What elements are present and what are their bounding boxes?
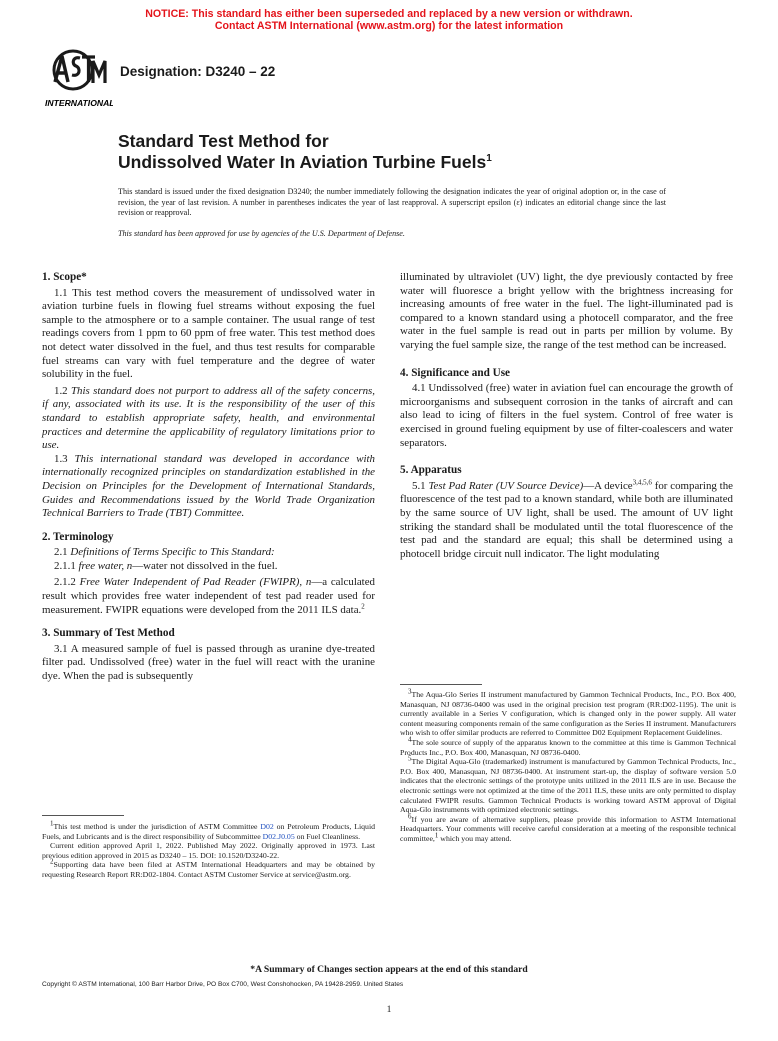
page-number: 1 bbox=[386, 1004, 392, 1015]
footnote-3-text: The Aqua-Glo Series II instrument manufactured by Gammon Technical Products, Inc., P.O. Box 400, Manasquan, NJ 08736-0400 was used in the original precision test program (RR:D02-1195). The unit is currently available in a Series V configuration, which is changed only in the power supply. All water content measuring components remain of the same configuration as the Series II instrument. Manufacturers who wish to offer similar products are referred to Committee D02 Equipment Replacement Guidelines. bbox=[400, 690, 736, 738]
copyright-line: Copyright © ASTM International, 100 Barr Harbor Drive, PO Box C700, West Conshohocken, PA 19428-2959. United States bbox=[42, 981, 404, 988]
footnote-5 bbox=[400, 754, 736, 815]
section-3-heading: 3. Summary of Test Method bbox=[42, 627, 175, 640]
notice-line-1: NOTICE: This standard has either been superseded and replaced by a new version or withdrawn. bbox=[145, 8, 633, 20]
footnotes-left bbox=[42, 819, 376, 880]
right-column bbox=[400, 271, 733, 561]
section-2-1 bbox=[42, 546, 375, 560]
section-4-1: 4.1 Undissolved (free) water in aviation fuel can encourage the growth of microorganisms and subsequent corrosion in the tanks of aircraft and can also lead to icing of filters in the fuel system. Control of free water is exercised in ground fueling equipment by use of filter-coalescers and water separators. bbox=[400, 382, 733, 449]
notice-line-2: Contact ASTM International (www.astm.org) for the latest information bbox=[214, 20, 564, 32]
footnote-5-text: The Digital Aqua-Glo (trademarked) instrument is manufactured by Gammon Technical Products, Inc., P.O. Box 400, Manasquan, NJ 08736-0400. At instrument start-up, the display of software version 5.0 indicates that the electronic settings of the prototype units utilized in the 2011 ILS are in use. Because the electronic settings were not optimized at the time of the 2011 ILS, these units are only permitted to display calculated FWIPR results. Gammon Technical Products is working toward ASTM approval of Digital Aqua-Glo instruments with optimized electronic settings. bbox=[400, 757, 736, 815]
footnote-1-current-edition: Current edition approved April 1, 2022. Published May 2022. Originally approved in 1973. Last previous edition approved in 2015 as D3240 – 15. DOI: 10.1520/D3240-22. bbox=[42, 841, 375, 860]
section-1-3-number: 1.3 bbox=[54, 452, 68, 465]
approval-statement: This standard has been approved for use by agencies of the U.S. Department of Defense. bbox=[118, 228, 405, 238]
section-2-1-text: Definitions of Terms Specific to This Standard: bbox=[70, 546, 275, 559]
footnote-6 bbox=[400, 812, 736, 844]
footnote-rule-right bbox=[400, 684, 482, 685]
section-4-heading: 4. Significance and Use bbox=[400, 366, 511, 379]
section-1-3-text: This international standard was developed in accordance with internationally recognized principles on standardization established in the Decision on Principles for the Development of International Standards, Guides and Recommendations issued by the World Trade Organization Technical Barriers to Trade (TBT) Committee. bbox=[42, 452, 375, 520]
astm-logo bbox=[43, 46, 113, 110]
section-1-2-number: 1.2 bbox=[54, 384, 68, 397]
footnote-4-text: The sole source of supply of the apparatus known to the committee at this time is Gammon Technical Products Inc., P.O. Box 400, Manasquan, NJ 08736-0400. bbox=[400, 737, 736, 757]
withdrawal-notice bbox=[0, 8, 778, 32]
footnote-1-text-b: on Petroleum Products, Liquid Fuels, and Lubricants and is the direct responsibility of Subcommittee bbox=[42, 822, 376, 841]
section-1-3 bbox=[42, 453, 375, 521]
document-title bbox=[118, 131, 492, 173]
designation: Designation: D3240 – 22 bbox=[120, 64, 276, 79]
footnotes-right bbox=[400, 687, 736, 844]
section-1-2 bbox=[42, 385, 375, 453]
title-line-2 bbox=[118, 152, 492, 173]
footnote-1-text-c: on Fuel Cleanliness. bbox=[294, 831, 361, 841]
footnote-ref-2: 2 bbox=[361, 602, 365, 611]
section-2-1-2-text: —a calculated result which provides free water independent of test pad reader used for measurement. FWIPR equations were developed from the 2011 ILS data. bbox=[42, 576, 375, 616]
footnote-2-marker: 2 bbox=[50, 857, 54, 866]
term-test-pad-rater: Test Pad Rater (UV Source Device) bbox=[428, 479, 584, 492]
section-3-1-continued: illuminated by ultraviolet (UV) light, the dye previously contacted by free water will fluoresce a bright yellow with the brightness increasing for increasing amounts of free water in the fuel. The light-illuminated pad is compared to a known standard using a photocell comparator, and the free water in the fuel sample is read out in parts per million by volume. By varying the fuel sample size, the range of the test method can be increased. bbox=[400, 271, 733, 351]
footnote-6-text-b: which you may attend. bbox=[438, 833, 512, 843]
subcommittee-link[interactable]: D02.J0.05 bbox=[262, 831, 295, 841]
section-1-1: 1.1 This test method covers the measurement of undissolved water in aviation turbine fuels in flowing fuel streams without exposing the fuel sample to the atmosphere or to a sample container. The usual range of test readings covers from 1 ppm to 60 ppm of free water. This test method does not detect water dissolved in the fuel, and thus test results for comparable fuel streams can vary with fuel temperature and the degree of water solubility in the fuel. bbox=[42, 286, 375, 381]
footnote-3-marker: 3 bbox=[408, 687, 412, 696]
section-3-1: 3.1 A measured sample of fuel is passed through as uranine dye-treated filter pad. Undissolved (free) water in the fuel will react with the uranine dye. When the pad is subsequently bbox=[42, 642, 375, 683]
footnote-rule-left bbox=[42, 815, 124, 816]
section-2-1-2 bbox=[42, 576, 375, 617]
footnote-2-text: Supporting data have been filed at ASTM International Headquarters and may be obtained by requesting Research Report RR:D02-1804. Contact ASTM Customer Service at service@astm.org. bbox=[42, 860, 375, 879]
section-5-heading: 5. Apparatus bbox=[400, 464, 462, 477]
section-2-heading: 2. Terminology bbox=[42, 530, 114, 543]
section-2-1-2-number: 2.1.2 bbox=[54, 576, 76, 589]
footnote-4-marker: 4 bbox=[408, 735, 412, 744]
section-5-1-number: 5.1 bbox=[412, 479, 426, 492]
section-1-heading: 1. Scope* bbox=[42, 271, 87, 283]
section-2-1-number: 2.1 bbox=[54, 546, 68, 559]
footnote-4 bbox=[400, 735, 736, 757]
issued-statement: This standard is issued under the fixed designation D3240; the number immediately following the designation indicates the year of original adoption or, in the case of revision, the year of last revision. A number in parentheses indicates the year of last reapproval. A superscript epsilon (ε) indicates an editorial change since the last revision or reapproval. bbox=[118, 187, 666, 218]
left-column bbox=[42, 271, 375, 684]
title-line-1: Standard Test Method for bbox=[118, 131, 329, 151]
section-5-1 bbox=[400, 480, 733, 562]
footnote-6-text-a: If you are aware of alternative suppliers, please provide this information to ASTM International Headquarters. Your comments will receive careful consideration at a meeting of the responsible technical committee, bbox=[400, 814, 736, 843]
title-footnote-ref: 1 bbox=[486, 153, 492, 165]
footnote-6-marker: 6 bbox=[408, 812, 412, 821]
footnote-5-marker: 5 bbox=[408, 754, 412, 763]
section-5-1-text-a: —A device bbox=[583, 479, 633, 492]
term-fwipr: Free Water Independent of Pad Reader (FWIPR), n bbox=[79, 576, 312, 589]
footnote-refs-3-6: 3,4,5,6 bbox=[632, 478, 652, 487]
preamble bbox=[118, 187, 666, 249]
term-free-water: free water, n bbox=[78, 559, 133, 572]
logo-international-text: INTERNATIONAL bbox=[45, 98, 113, 108]
summary-of-changes-note: *A Summary of Changes section appears at the end of this standard bbox=[250, 964, 528, 975]
footnote-3 bbox=[400, 687, 736, 738]
section-2-1-1-text: —water not dissolved in the fuel. bbox=[132, 559, 278, 572]
section-2-1-1 bbox=[42, 560, 375, 574]
footnote-1-text-a: This test method is under the jurisdiction of ASTM Committee bbox=[53, 822, 261, 831]
committee-d02-link[interactable]: D02 bbox=[260, 822, 274, 831]
section-5-1-text-b: for comparing the fluorescence of the test pad to a known standard, while both are illuminated by the same source of UV light, shall be used. The amount of UV light striking the standard shall be modulated until the total fluorescence of the test pad and the standard are equal; this shall be determined using a photocell bridge circuit null indicator. The light modulating bbox=[400, 479, 733, 560]
section-1-2-text: This standard does not purport to address all of the safety concerns, if any, associated with its use. It is the responsibility of the user of this standard to establish appropriate safety, health, and environmental practices and determine the applicability of regulatory limitations prior to use. bbox=[42, 384, 375, 452]
footnote-1 bbox=[42, 819, 376, 841]
footnote-1-marker: 1 bbox=[50, 819, 54, 828]
title-main: Undissolved Water In Aviation Turbine Fuels bbox=[118, 152, 487, 172]
section-2-1-1-number: 2.1.1 bbox=[54, 559, 76, 572]
footnote-6-ref-1: 1 bbox=[434, 831, 439, 840]
footnote-2 bbox=[42, 857, 375, 879]
